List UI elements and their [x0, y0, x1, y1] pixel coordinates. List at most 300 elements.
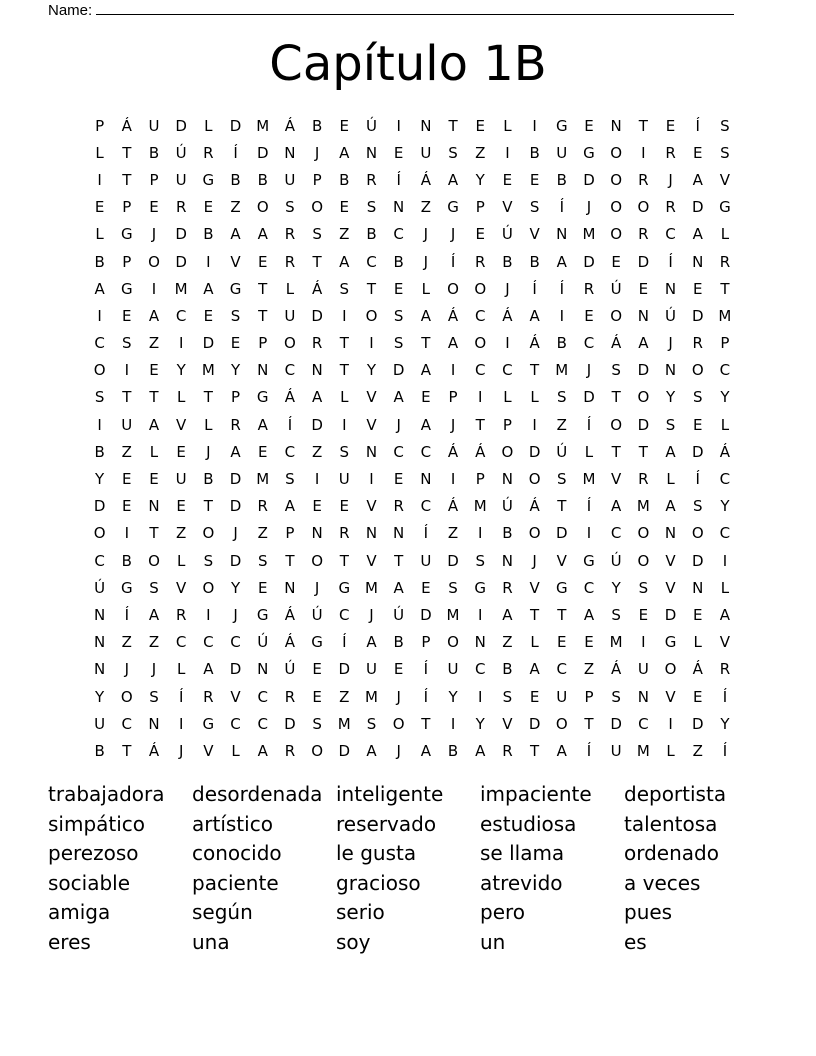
word-bank-item: es: [624, 929, 647, 954]
grid-letter: L: [204, 415, 213, 434]
grid-letter: O: [392, 714, 405, 733]
grid-letter: U: [447, 660, 459, 679]
word-bank-item: soy: [336, 929, 371, 954]
grid-letter: E: [611, 252, 621, 271]
grid-letter: A: [339, 252, 350, 271]
grid-letter: Y: [475, 714, 485, 733]
grid-letter: Y: [611, 578, 621, 597]
grid-letter: L: [95, 225, 104, 244]
grid-letter: U: [420, 143, 432, 162]
word-bank-item: estudiosa: [480, 811, 577, 836]
grid-letter: Á: [284, 633, 296, 652]
grid-letter: S: [257, 551, 268, 570]
grid-letter: R: [203, 687, 214, 706]
grid-letter: R: [502, 578, 513, 597]
grid-letter: G: [311, 633, 323, 652]
grid-letter: B: [393, 633, 404, 652]
grid-letter: T: [584, 714, 594, 733]
grid-letter: I: [206, 605, 211, 624]
grid-letter: Z: [257, 524, 268, 543]
grid-letter: E: [393, 660, 404, 679]
grid-letter: D: [392, 361, 405, 380]
grid-letter: D: [93, 497, 106, 516]
grid-letter: B: [366, 225, 377, 244]
grid-letter: C: [121, 714, 133, 733]
grid-letter: P: [421, 633, 431, 652]
grid-letter: C: [366, 252, 377, 271]
grid-letter: V: [665, 551, 676, 570]
grid-letter: O: [610, 170, 623, 189]
grid-letter: A: [257, 415, 268, 434]
grid-letter: R: [284, 687, 296, 706]
grid-letter: C: [719, 470, 731, 489]
grid-letter: Á: [447, 442, 459, 461]
grid-letter: M: [364, 578, 378, 597]
grid-letter: P: [502, 415, 512, 434]
grid-letter: O: [637, 198, 650, 217]
grid-letter: V: [502, 198, 513, 217]
grid-letter: J: [369, 605, 374, 624]
grid-letter: I: [342, 415, 347, 434]
grid-letter: N: [311, 361, 323, 380]
grid-letter: A: [148, 415, 160, 434]
grid-letter: Á: [692, 660, 703, 679]
grid-letter: I: [586, 524, 592, 543]
grid-letter: N: [474, 633, 486, 652]
grid-letter: I: [97, 415, 102, 434]
grid-letter: C: [284, 442, 296, 461]
grid-letter: V: [230, 687, 241, 706]
grid-letter: U: [284, 170, 296, 189]
grid-letter: D: [311, 415, 323, 434]
grid-letter: L: [693, 633, 702, 652]
grid-letter: L: [720, 225, 730, 244]
grid-letter: I: [722, 551, 728, 570]
word-bank-item: amiga: [48, 900, 111, 924]
grid-letter: T: [557, 605, 567, 624]
grid-letter: O: [365, 306, 378, 325]
grid-letter: L: [720, 415, 730, 434]
grid-letter: R: [665, 198, 676, 217]
grid-letter: I: [532, 415, 537, 434]
grid-letter: N: [420, 116, 432, 135]
grid-letter: M: [582, 225, 596, 244]
grid-letter: G: [664, 633, 677, 652]
grid-letter: C: [420, 497, 432, 516]
grid-letter: C: [474, 361, 486, 380]
grid-letter: T: [203, 497, 213, 516]
grid-letter: M: [256, 470, 270, 489]
grid-letter: E: [692, 279, 703, 298]
grid-letter: A: [311, 388, 323, 407]
grid-letter: S: [393, 334, 404, 353]
grid-letter: U: [94, 714, 106, 733]
grid-letter: S: [720, 116, 730, 135]
grid-letter: U: [284, 306, 296, 325]
grid-letter: J: [423, 225, 429, 244]
grid-letter: E: [557, 633, 567, 652]
grid-letter: A: [148, 306, 160, 325]
grid-letter: O: [691, 524, 704, 543]
grid-letter: Y: [720, 388, 730, 407]
grid-letter: Á: [611, 660, 622, 679]
grid-letter: D: [229, 497, 242, 516]
grid-letter: C: [257, 687, 268, 706]
grid-letter: N: [257, 660, 269, 679]
grid-letter: N: [365, 524, 378, 543]
grid-letter: T: [448, 116, 458, 135]
grid-letter: T: [122, 741, 132, 760]
grid-letter: A: [393, 388, 404, 407]
grid-letter: V: [366, 497, 377, 516]
grid-letter: E: [122, 470, 132, 489]
grid-letter: G: [120, 578, 133, 597]
grid-letter: M: [636, 497, 650, 516]
grid-letter: C: [257, 714, 268, 733]
grid-letter: Í: [342, 633, 347, 652]
grid-letter: C: [393, 225, 404, 244]
grid-letter: A: [366, 741, 377, 760]
grid-letter: N: [148, 714, 160, 733]
grid-letter: E: [257, 442, 268, 461]
grid-letter: Í: [559, 279, 564, 298]
grid-letter: G: [256, 605, 269, 624]
grid-letter: O: [691, 361, 704, 380]
grid-letter: O: [120, 687, 133, 706]
grid-letter: O: [501, 442, 514, 461]
grid-letter: J: [178, 741, 184, 760]
grid-letter: I: [532, 116, 537, 135]
grid-letter: E: [257, 578, 268, 597]
grid-letter: M: [636, 741, 650, 760]
grid-letter: E: [312, 660, 322, 679]
grid-letter: J: [668, 170, 673, 189]
grid-letter: D: [583, 252, 595, 271]
grid-letter: A: [257, 225, 268, 244]
grid-letter: L: [231, 741, 240, 760]
grid-letter: V: [556, 551, 567, 570]
grid-letter: A: [638, 334, 649, 353]
grid-letter: E: [203, 306, 214, 325]
grid-letter: O: [555, 714, 568, 733]
grid-letter: I: [396, 116, 401, 135]
grid-letter: A: [257, 741, 268, 760]
grid-letter: Í: [233, 143, 238, 162]
grid-letter: Ú: [365, 116, 377, 135]
grid-letter: N: [284, 143, 296, 162]
grid-letter: O: [610, 306, 623, 325]
grid-letter: A: [583, 605, 595, 624]
grid-letter: J: [396, 741, 401, 760]
name-label: Name:: [48, 2, 93, 19]
grid-letter: E: [584, 306, 594, 325]
grid-letter: T: [421, 714, 431, 733]
grid-letter: J: [206, 442, 211, 461]
grid-letter: M: [364, 687, 378, 706]
grid-letter: E: [421, 388, 431, 407]
grid-letter: C: [665, 225, 676, 244]
grid-letter: S: [339, 279, 350, 298]
grid-letter: D: [284, 714, 296, 733]
word-bank-item: impaciente: [480, 782, 592, 806]
word-bank-item: le gusta: [336, 841, 417, 865]
word-bank-item: atrevido: [480, 870, 563, 895]
grid-letter: N: [692, 252, 704, 271]
grid-letter: L: [176, 388, 186, 407]
grid-letter: J: [233, 605, 238, 624]
grid-letter: D: [556, 524, 568, 543]
grid-letter: V: [176, 415, 187, 434]
grid-letter: D: [202, 334, 215, 353]
grid-letter: R: [638, 225, 649, 244]
grid-letter: O: [447, 633, 459, 652]
grid-letter: I: [450, 714, 456, 733]
grid-letter: I: [206, 252, 211, 271]
grid-letter: A: [420, 306, 431, 325]
grid-letter: V: [366, 415, 377, 434]
grid-letter: Á: [611, 334, 622, 353]
grid-letter: I: [450, 361, 456, 380]
grid-letter: U: [637, 660, 649, 679]
grid-letter: B: [203, 470, 214, 489]
grid-letter: S: [94, 388, 105, 407]
grid-letter: Y: [720, 497, 730, 516]
word-bank-item: conocido: [192, 841, 282, 865]
grid-letter: Z: [475, 143, 486, 162]
grid-letter: Y: [230, 361, 241, 380]
word-bank-item: a veces: [624, 870, 701, 895]
grid-letter: R: [665, 143, 676, 162]
grid-letter: N: [501, 551, 514, 570]
grid-letter: C: [175, 306, 187, 325]
grid-letter: G: [719, 198, 731, 217]
grid-letter: O: [528, 470, 541, 489]
grid-letter: T: [530, 605, 540, 624]
grid-letter: N: [692, 578, 704, 597]
grid-letter: Í: [668, 252, 673, 271]
grid-letter: D: [528, 714, 541, 733]
grid-letter: G: [474, 578, 487, 597]
grid-letter: E: [529, 170, 540, 189]
grid-letter: E: [230, 334, 241, 353]
grid-letter: E: [584, 633, 594, 652]
grid-letter: Y: [230, 578, 241, 597]
grid-letter: P: [122, 198, 132, 217]
grid-letter: P: [720, 334, 730, 353]
grid-letter: E: [475, 116, 485, 135]
grid-letter: B: [148, 143, 160, 162]
grid-letter: Í: [423, 687, 429, 706]
grid-letter: J: [450, 415, 456, 434]
grid-letter: I: [641, 143, 646, 162]
grid-letter: O: [93, 361, 106, 380]
grid-letter: S: [366, 714, 377, 733]
grid-letter: Í: [396, 170, 401, 189]
grid-letter: I: [478, 524, 483, 543]
grid-letter: P: [258, 334, 268, 353]
grid-letter: S: [692, 497, 703, 516]
grid-letter: I: [641, 633, 646, 652]
grid-letter: M: [337, 714, 351, 733]
grid-letter: E: [339, 198, 350, 217]
grid-letter: R: [230, 415, 241, 434]
grid-letter: G: [120, 225, 133, 244]
grid-letter: E: [393, 470, 404, 489]
grid-letter: R: [719, 660, 731, 679]
grid-letter: E: [312, 497, 322, 516]
grid-letter: I: [342, 306, 347, 325]
grid-letter: P: [475, 470, 485, 489]
grid-letter: T: [530, 741, 540, 760]
grid-letter: J: [396, 415, 401, 434]
grid-letter: Í: [423, 660, 429, 679]
grid-letter: S: [312, 225, 322, 244]
grid-letter: J: [423, 252, 429, 271]
grid-letter: P: [448, 388, 458, 407]
grid-letter: I: [178, 714, 184, 733]
grid-letter: D: [175, 252, 187, 271]
grid-letter: E: [257, 252, 268, 271]
grid-letter: U: [420, 551, 432, 570]
grid-letter: P: [285, 524, 295, 543]
grid-letter: R: [284, 252, 296, 271]
grid-letter: B: [230, 170, 241, 189]
grid-letter: T: [339, 334, 349, 353]
grid-letter: G: [256, 388, 269, 407]
grid-letter: D: [338, 741, 351, 760]
grid-letter: O: [148, 551, 160, 570]
grid-letter: Z: [502, 633, 513, 652]
grid-letter: P: [584, 687, 594, 706]
grid-letter: C: [474, 306, 486, 325]
grid-letter: S: [529, 198, 540, 217]
grid-letter: U: [175, 170, 187, 189]
word-bank-item: simpático: [48, 811, 146, 836]
word-bank-item: sociable: [48, 870, 131, 895]
grid-letter: M: [446, 605, 460, 624]
grid-letter: E: [584, 116, 594, 135]
grid-letter: E: [393, 143, 404, 162]
grid-letter: T: [258, 279, 268, 298]
grid-letter: L: [176, 660, 186, 679]
word-bank-item: se llama: [480, 841, 565, 865]
grid-letter: E: [149, 361, 159, 380]
grid-letter: I: [314, 470, 320, 489]
grid-letter: A: [475, 741, 486, 760]
grid-letter: E: [339, 497, 350, 516]
grid-letter: B: [94, 442, 105, 461]
grid-letter: E: [638, 605, 649, 624]
grid-letter: B: [556, 334, 567, 353]
grid-letter: S: [285, 198, 295, 217]
grid-letter: E: [122, 497, 132, 516]
grid-letter: J: [668, 334, 673, 353]
word-bank-item: artístico: [192, 811, 273, 836]
grid-letter: Ú: [610, 551, 622, 570]
grid-letter: Y: [95, 687, 105, 706]
grid-letter: L: [584, 442, 594, 461]
grid-letter: S: [393, 306, 404, 325]
grid-letter: N: [664, 361, 677, 380]
grid-letter: P: [475, 198, 485, 217]
grid-letter: J: [450, 225, 456, 244]
grid-letter: O: [637, 388, 650, 407]
grid-letter: E: [692, 143, 703, 162]
grid-letter: M: [174, 279, 188, 298]
grid-letter: Á: [502, 306, 513, 325]
grid-letter: Í: [124, 605, 129, 624]
word-bank-item: gracioso: [336, 870, 421, 895]
grid-letter: Á: [121, 116, 132, 135]
grid-letter: N: [556, 225, 568, 244]
grid-letter: A: [203, 279, 214, 298]
grid-letter: D: [583, 388, 595, 407]
grid-letter: T: [394, 551, 404, 570]
grid-letter: Y: [665, 388, 676, 407]
grid-letter: E: [122, 306, 132, 325]
grid-letter: Z: [176, 524, 187, 543]
grid-letter: O: [256, 198, 269, 217]
grid-letter: U: [556, 143, 568, 162]
grid-letter: C: [583, 578, 595, 597]
grid-letter: A: [719, 605, 731, 624]
grid-letter: S: [366, 198, 377, 217]
grid-letter: S: [339, 442, 350, 461]
grid-letter: R: [284, 741, 296, 760]
grid-letter: U: [148, 116, 160, 135]
grid-letter: P: [312, 170, 322, 189]
grid-letter: T: [611, 442, 621, 461]
grid-letter: Y: [720, 714, 730, 733]
grid-letter: E: [393, 279, 404, 298]
grid-letter: I: [478, 388, 483, 407]
grid-letter: Á: [284, 388, 296, 407]
grid-letter: C: [420, 442, 432, 461]
grid-letter: G: [447, 198, 459, 217]
grid-letter: D: [691, 551, 704, 570]
grid-letter: Ú: [175, 143, 187, 162]
grid-letter: Ú: [665, 306, 677, 325]
grid-letter: Ú: [393, 605, 405, 624]
grid-letter: E: [176, 497, 186, 516]
grid-letter: L: [666, 470, 675, 489]
grid-letter: S: [611, 605, 621, 624]
grid-letter: J: [532, 551, 537, 570]
grid-letter: Y: [475, 170, 485, 189]
grid-letter: U: [175, 470, 187, 489]
grid-letter: Í: [586, 415, 592, 434]
grid-letter: Z: [692, 741, 703, 760]
grid-letter: A: [420, 741, 431, 760]
grid-letter: V: [665, 687, 676, 706]
grid-letter: B: [94, 741, 105, 760]
grid-letter: N: [93, 633, 106, 652]
grid-letter: Z: [420, 198, 431, 217]
grid-letter: B: [393, 252, 404, 271]
grid-letter: B: [257, 170, 268, 189]
name-field-line: [48, 0, 734, 20]
grid-letter: Z: [230, 198, 241, 217]
grid-letter: E: [149, 470, 159, 489]
grid-letter: E: [203, 198, 214, 217]
grid-letter: B: [556, 170, 567, 189]
grid-letter: T: [638, 116, 648, 135]
grid-letter: D: [691, 442, 704, 461]
grid-letter: R: [692, 334, 703, 353]
grid-letter: N: [284, 578, 296, 597]
grid-letter: B: [311, 116, 323, 135]
grid-letter: J: [233, 524, 238, 543]
